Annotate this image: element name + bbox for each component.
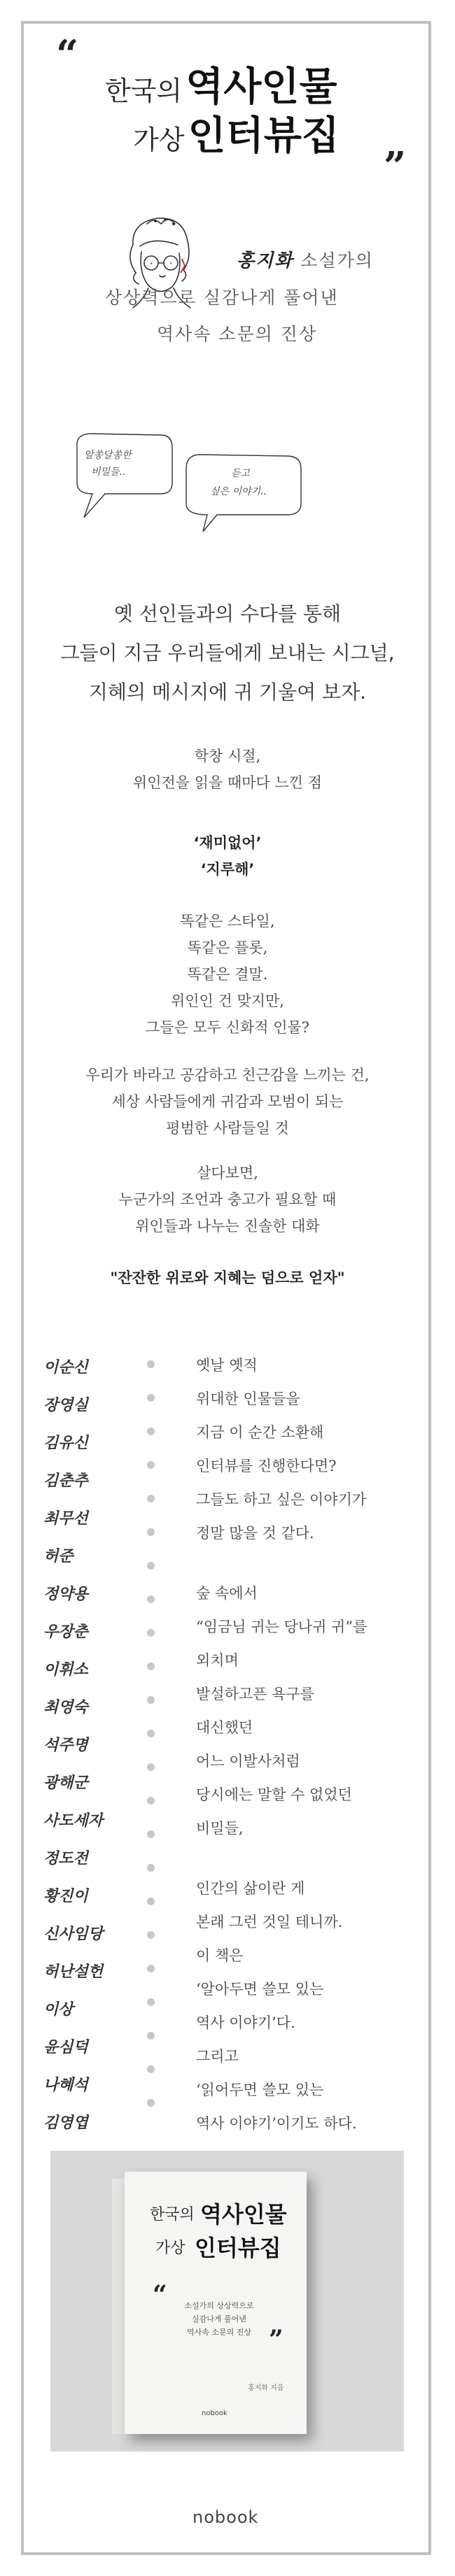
phrase-line: 외치며 [196, 1652, 239, 1669]
phrase-line: 인터뷰를 진행한다면? [196, 1458, 337, 1474]
phrase-line: 역사 이야기’다. [196, 2014, 295, 2031]
bullet-dot [147, 1428, 155, 1435]
bubble-right-line-1: 듣고 [231, 468, 251, 479]
body-line: 학창 시절, [194, 748, 261, 764]
person-name: 광해군 [43, 1774, 88, 1792]
person-name: 우장춘 [43, 1623, 88, 1641]
bullet-dot [147, 1965, 155, 1972]
person-name: 정도전 [43, 1849, 88, 1867]
phrase-line: ‘읽어두면 쓸모 있는 [196, 2082, 324, 2098]
person-name: 윤심덕 [43, 2038, 88, 2056]
book-description [167, 2299, 272, 2339]
person-name: 허준 [43, 1547, 74, 1565]
author-line-1 [237, 246, 374, 272]
person-name: 최무선 [43, 1509, 88, 1528]
title-small-2: 가상 [133, 124, 185, 155]
book-desc-line: 실감나게 풀어낸 [192, 2314, 246, 2324]
author-name: 홍지화 [237, 250, 294, 271]
body-line: 똑같은 플롯, [187, 939, 268, 956]
person-name: 김유신 [43, 1434, 88, 1452]
bullet-dot [147, 1931, 155, 1939]
person-name: 김영엽 [43, 2114, 88, 2132]
book-author: 홍지화 지음 [248, 2384, 284, 2392]
bullet-dot [147, 1898, 155, 1905]
bullet-dot [147, 2099, 155, 2107]
person-name: 이상 [43, 2000, 74, 2019]
bullet-dot [147, 1360, 155, 1368]
phrase-line: 지금 이 순간 소환해 [196, 1424, 324, 1441]
phrase-line: 정말 많을 것 같다. [196, 1525, 314, 1542]
book-quote-close: ” [269, 2325, 284, 2354]
body-paragraph-2 [42, 830, 413, 883]
phrase-line: 이 책은 [196, 1947, 244, 1964]
bullet-dot [147, 1562, 155, 1570]
person-name: 정약용 [43, 1585, 88, 1603]
book-desc-line: 소설가의 상상력으로 [184, 2301, 254, 2310]
phrase-line: 대신했던 [196, 1719, 253, 1736]
phrase-line: 발설하고픈 욕구를 [196, 1686, 314, 1702]
speech-bubbles [63, 427, 315, 553]
person-name: 사도세자 [43, 1812, 104, 1830]
bullet-dot [147, 1595, 155, 1603]
phrase-line: 인간의 삶이란 게 [196, 1880, 305, 1897]
phrase-line: 옛날 옛적 [196, 1357, 258, 1374]
person-name: 김춘추 [43, 1472, 88, 1490]
intro-paragraph [42, 595, 413, 712]
bullet-dot [147, 1763, 155, 1771]
bullet-dot [147, 1495, 155, 1502]
person-name: 이휘소 [43, 1660, 88, 1679]
intro-line: 옛 선인들과의 수다를 통해 [113, 602, 342, 625]
phrase-line: 당시에는 말할 수 없었던 [196, 1786, 352, 1803]
body-line: 평범한 사람들일 것 [166, 1120, 289, 1137]
body-paragraph-1 [42, 743, 413, 796]
person-name: 나혜석 [43, 2076, 88, 2094]
person-name: 이순신 [43, 1358, 88, 1376]
body-line: 누군가의 조언과 충고가 필요할 때 [118, 1191, 337, 1208]
body-line: 위인들과 나누는 진솔한 대화 [135, 1218, 320, 1234]
intro-line: 그들이 지금 우리들에게 보내는 시그널, [60, 641, 395, 664]
title-quote-open: “ [56, 31, 79, 78]
book-cover [125, 2172, 307, 2434]
body-paragraph-3 [42, 908, 413, 1041]
body-line: 그들은 모두 신화적 인물? [145, 1019, 310, 1036]
bullet-dot [147, 1998, 155, 2006]
book-title-big-2: 인터뷰집 [195, 2235, 281, 2261]
bullet-dot [147, 1696, 155, 1704]
body-line: 세상 사람들에게 귀감과 모범이 되는 [111, 1093, 344, 1110]
bullet-dot [147, 1629, 155, 1637]
phrase-line: 어느 이발사처럼 [196, 1753, 300, 1770]
body-line: 위인전을 읽을 때마다 느낀 점 [132, 774, 323, 791]
bullet-dot [147, 1394, 155, 1402]
book-quote-open: “ [153, 2280, 167, 2310]
tagline: "잔잔한 위로와 지혜는 덤으로 얻자" [110, 1269, 345, 1286]
bullet-dot [147, 2032, 155, 2040]
title-quote-close: ” [384, 143, 407, 190]
person-name: 황진이 [43, 1887, 88, 1905]
title-big-1: 역사인물 [186, 64, 337, 110]
bullet-dot [147, 1730, 155, 1737]
title-big-2: 인터뷰집 [188, 113, 340, 159]
book-title-small-1: 한국의 [150, 2206, 195, 2223]
bullet-dot [147, 1864, 155, 1872]
bullet-dot [147, 1528, 155, 1536]
body-line: 위인인 건 맞지만, [170, 992, 285, 1009]
bubble-left-line-2: 비밀들.. [91, 467, 126, 478]
bullet-dot [147, 1797, 155, 1805]
title-small-1: 한국의 [105, 76, 183, 106]
bullet-dot [147, 1461, 155, 1469]
bullet-dot [147, 1830, 155, 1838]
bubble-right-line-2: 싶은 이야기.. [210, 486, 267, 497]
publisher-logo: nobook [192, 2507, 259, 2527]
bullet-dot [147, 1663, 155, 1670]
body-paragraph-4 [42, 1062, 413, 1141]
phrase-line: 위대한 인물들을 [196, 1390, 300, 1407]
body-line: 똑같은 스타일, [180, 913, 275, 930]
body-line: ‘지루해’ [200, 861, 255, 878]
phrase-line: 역사 이야기’이기도 하다. [196, 2115, 357, 2132]
book-desc-line: 역사속 소문의 진상 [186, 2328, 251, 2337]
author-line-2: 상상력으로 실감나게 풀어낸 [105, 287, 339, 308]
book-spine [112, 2179, 126, 2434]
body-line: 똑같은 결말. [187, 966, 268, 983]
person-name: 석주명 [43, 1736, 88, 1754]
intro-line: 지혜의 메시지에 귀 기울여 보자. [88, 681, 367, 704]
person-name: 신사임당 [43, 1925, 104, 1943]
phrase-line: ‘알아두면 쓸모 있는 [196, 1981, 324, 1998]
person-name: 최영숙 [43, 1698, 88, 1716]
body-paragraph-5 [42, 1160, 413, 1239]
body-line: 우리가 바라고 공감하고 친근감을 느끼는 건, [85, 1067, 370, 1083]
phrase-line: 그들도 하고 싶은 이야기가 [196, 1491, 367, 1508]
bullet-dot [147, 2065, 155, 2073]
phrase-line: 숲 속에서 [196, 1585, 258, 1602]
author-line-3: 역사속 소문의 진상 [157, 324, 318, 344]
book-title-big-1: 역사인물 [200, 2201, 287, 2228]
book-title-small-2: 가상 [155, 2240, 186, 2257]
phrase-line: 본래 그런 것일 테니까. [196, 1914, 343, 1930]
person-name: 허난설헌 [43, 1963, 104, 1981]
body-line: 살다보면, [197, 1165, 258, 1181]
person-name: 장영실 [43, 1396, 88, 1414]
author-line-1-rest: 소설가의 [293, 250, 374, 271]
title-line-1 [105, 56, 337, 112]
phrase-line: 비밀들, [196, 1820, 244, 1837]
book-publisher: nobook [202, 2410, 227, 2417]
title-line-2 [133, 105, 340, 161]
body-line: ‘재미없어’ [193, 834, 262, 851]
phrase-line: 그리고 [196, 2048, 239, 2065]
phrase-line: “임금님 귀는 당나귀 귀”를 [196, 1618, 368, 1635]
bubble-left-line-1: 알쏭달쏭한 [84, 450, 132, 461]
